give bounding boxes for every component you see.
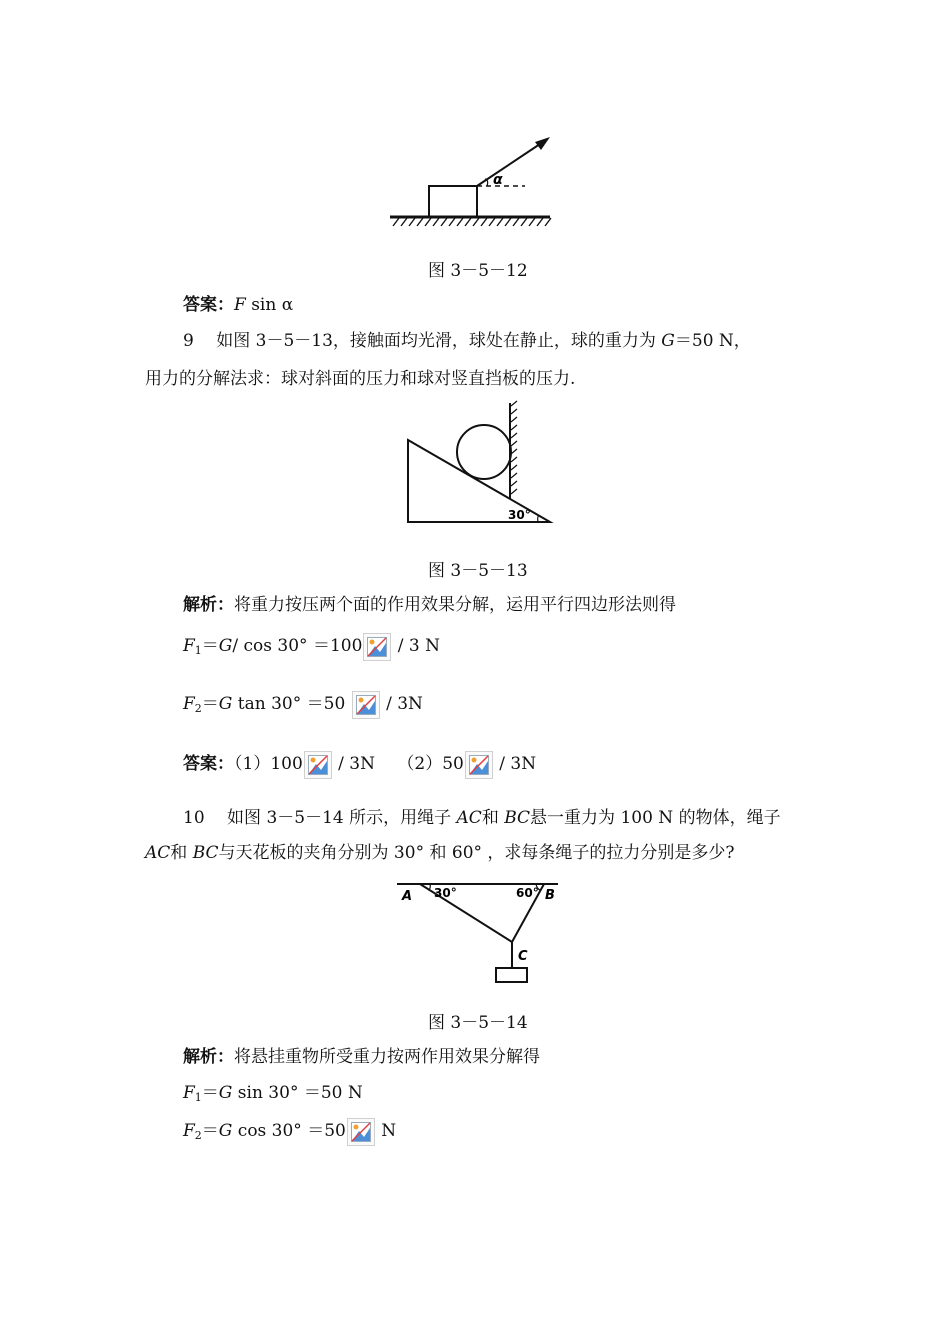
figure-caption-12: 图 3－5－12	[428, 261, 528, 281]
solution-10-f2: $F_2=G$ cos 30° ＝50 N	[183, 1113, 396, 1149]
answer-8: 答案：F sin α	[183, 295, 294, 315]
question-9-line1: 9 如图 3－5－13，接触面均光滑，球处在静止，球的重力为 G＝50 N，	[183, 331, 751, 351]
figure-caption-14: 图 3－5－14	[428, 1013, 528, 1033]
angle-60-label: 60°	[516, 886, 539, 900]
figure-caption-13: 图 3－5－13	[428, 561, 528, 581]
question-10-line2: AC和 BC与天花板的夹角分别为 30° 和 60° ，求每条绳子的拉力分别是多少?	[145, 843, 735, 863]
figure-3-5-12	[385, 130, 565, 230]
broken-image-icon	[304, 751, 332, 779]
figure-3-5-14	[392, 878, 567, 988]
angle-30-label: 30°	[508, 508, 531, 522]
figure-3-5-13	[400, 398, 560, 528]
broken-image-icon	[363, 633, 391, 661]
alpha-label: α	[493, 172, 503, 188]
solution-10-intro: 解析：将悬挂重物所受重力按两作用效果分解得	[183, 1047, 540, 1067]
solution-9-f2: $F_2=G$ tan 30° ＝50 / 3N	[183, 686, 423, 722]
answer-9: 答案：（1）100 / 3N （2）50 / 3N	[183, 746, 536, 782]
point-a-label: A	[402, 889, 413, 904]
question-10-line1: 10 如图 3－5－14 所示，用绳子 AC和 BC悬一重力为 100 N 的物体，绳子	[183, 808, 781, 828]
point-b-label: B	[545, 888, 555, 903]
question-9-line2: 用力的分解法求：球对斜面的压力和球对竖直挡板的压力.	[145, 369, 576, 389]
solution-9-intro: 解析：将重力按压两个面的作用效果分解，运用平行四边形法则得	[183, 595, 676, 615]
angle-30-label: 30°	[434, 886, 457, 900]
solution-9-f1: $F_1=G/$ cos 30° ＝100 / 3 N	[183, 628, 440, 664]
broken-image-icon	[352, 691, 380, 719]
solution-10-f1: $F_1=G$ sin 30° ＝50 N	[183, 1083, 363, 1104]
point-c-label: C	[518, 949, 528, 964]
broken-image-icon	[347, 1118, 375, 1146]
broken-image-icon	[465, 751, 493, 779]
